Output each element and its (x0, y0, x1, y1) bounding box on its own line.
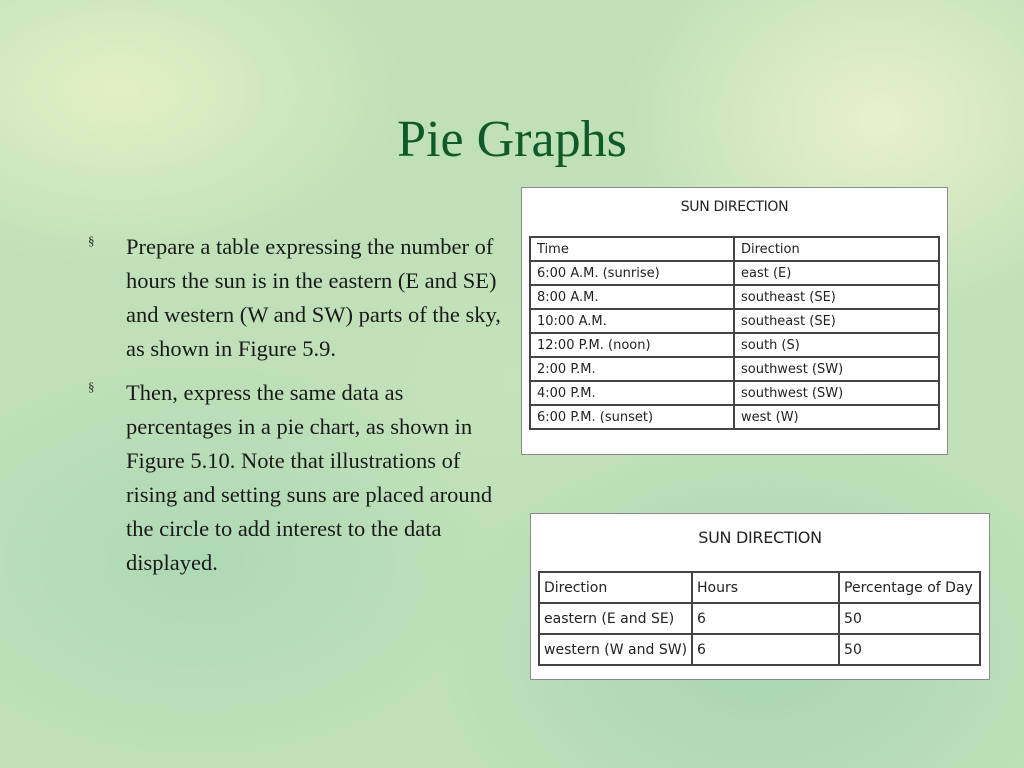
table-row (530, 261, 939, 285)
direction-hours-grid (538, 571, 981, 666)
table-row (530, 285, 939, 309)
percentage-cell: 50 (839, 634, 980, 665)
time-cell: 10:00 A.M. (530, 309, 734, 333)
table-header-row (530, 237, 939, 261)
direction-cell: east (E) (734, 261, 939, 285)
sun-direction-summary-table (530, 513, 990, 680)
table-title: SUN DIRECTION (680, 199, 789, 215)
bullet-item (86, 230, 506, 366)
header-cell: Hours (692, 572, 839, 603)
direction-cell: southwest (SW) (734, 381, 939, 405)
bullet-text: Then, express the same data as percentages in a pie chart, as shown in Figure 5.10. Note that illustrations of rising and setting suns are placed around the circle to add interest to the data displayed. (126, 380, 493, 575)
time-cell: 4:00 P.M. (530, 381, 734, 405)
hours-cell: 6 (692, 603, 839, 634)
header-cell: Direction (734, 237, 939, 261)
table-row (539, 634, 980, 665)
direction-cell: western (W and SW) (539, 634, 692, 665)
time-direction-grid (529, 236, 940, 430)
sun-direction-time-table (521, 187, 948, 455)
direction-cell: south (S) (734, 333, 939, 357)
bullet-list (86, 230, 506, 590)
bullet-marker-icon: § (88, 379, 95, 394)
bullet-marker-icon: § (88, 233, 95, 248)
time-cell: 6:00 A.M. (sunrise) (530, 261, 734, 285)
time-cell: 6:00 P.M. (sunset) (530, 405, 734, 429)
table-row (530, 381, 939, 405)
slide-title: Pie Graphs (397, 111, 627, 168)
direction-cell: southeast (SE) (734, 309, 939, 333)
time-cell: 2:00 P.M. (530, 357, 734, 381)
table-title: SUN DIRECTION (698, 528, 822, 547)
header-cell: Direction (539, 572, 692, 603)
direction-cell: southeast (SE) (734, 285, 939, 309)
table-row (530, 309, 939, 333)
direction-cell: southwest (SW) (734, 357, 939, 381)
table-row (530, 357, 939, 381)
hours-cell: 6 (692, 634, 839, 665)
direction-cell: eastern (E and SE) (539, 603, 692, 634)
table-row (539, 603, 980, 634)
time-cell: 8:00 A.M. (530, 285, 734, 309)
header-cell: Time (530, 237, 734, 261)
percentage-cell: 50 (839, 603, 980, 634)
table-header-row (539, 572, 980, 603)
direction-cell: west (W) (734, 405, 939, 429)
bullet-text: Prepare a table expressing the number of hours the sun is in the eastern (E and SE) and western (W and SW) parts of the sky, as shown in Figure 5.9. (126, 234, 501, 361)
time-cell: 12:00 P.M. (noon) (530, 333, 734, 357)
bullet-item (86, 376, 506, 580)
header-cell: Percentage of Day (839, 572, 980, 603)
table-row (530, 333, 939, 357)
table-row (530, 405, 939, 429)
